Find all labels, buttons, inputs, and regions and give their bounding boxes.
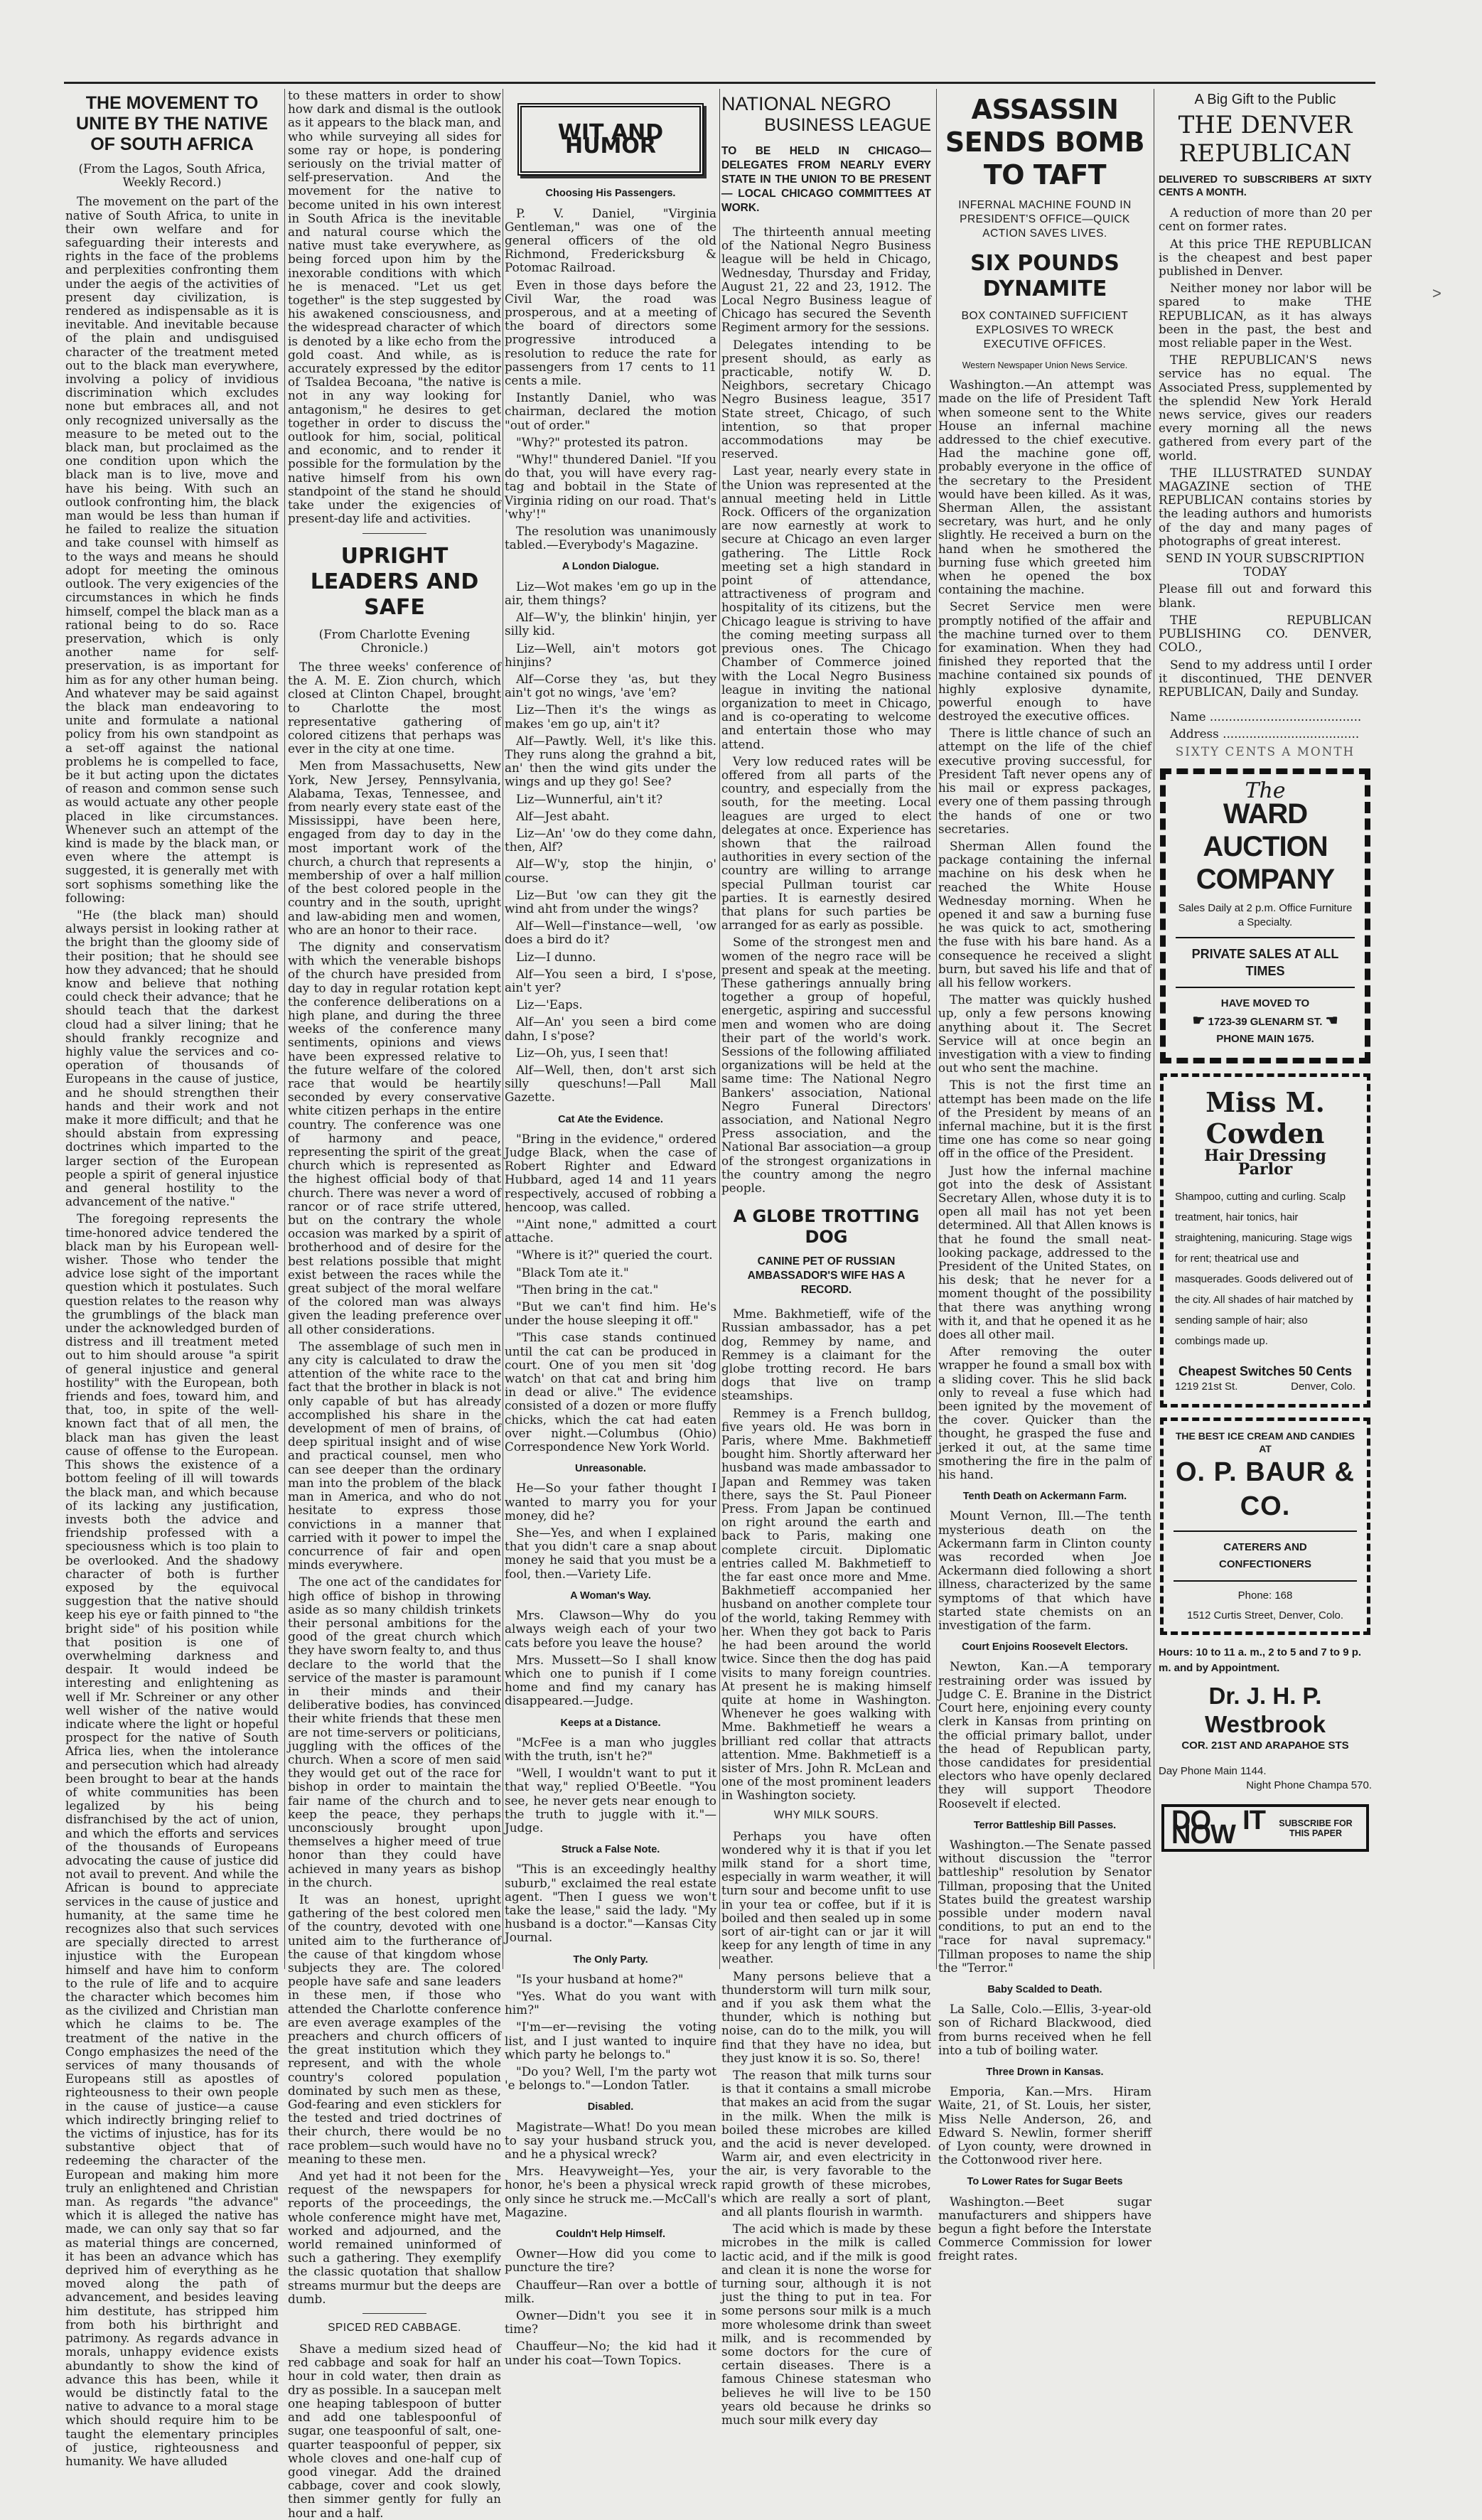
- article-paragraph: Emporia, Kan.—Mrs. Hiram Waite, 21, of St. Louis, her sister, Miss Nelle Anderson, 26, and Edward S. Newlin, former sheriff of Lyon county, were drowned in the Cottonwood river here.: [938, 2084, 1151, 2167]
- article-paragraph: The foregoing represents the time-honored advice tendered the black man by his European well-wisher. Those who tender the advice lose sight of the important question which it postulates. Such question relates to the reason why the grumblings of the black man under the acknowledged burden of distress and ill treatment meted out to him should arouse "a spirit of general injustice and general hostility" with the European, both friends and foes, toward him, and that, too, in spite of the well-known fact that of all men, the black man has given the least cause of offense to the European. This shows the existence of a bottom feeling of ill will towards the black man, and which because of its lacking any justification, invests both the advice and friendship professed with a speciousness which is too plain to be overlooked. And the shadowy character of both is further exposed by the equivocal suggestion that the native should keep his eye or faith pinned to "the bright side" of his position while that position is one of overwhelming darkness and despair. It would indeed be interesting and enlightening as well if Mr. Schreiner or any other well wisher of the native would indicate where the light or hopeful prospect for the native of South Africa lies, when the intolerance and persecution which had already been brought to bear at the hands of white communities has been legalized by his being disfranchised by the act of union, and which the efforts and services of the thousands of Europeans advocating the cause of justice did not avail to prevent. And while the African is bound to appreciate services in the cause of justice and humanity, at the same time he recognizes also that such services are specially directed to arrest injustice with the European himself and have him to conform to the rule of life and to acquire the character which becomes him as the civilized and Christian man which he claims to be. The treatment of the native in the Congo emphasizes the need of the services of many thousands of Europeans still as apostles of righteousness to their own people in the cause of justice—a cause which indirectly bringing relief to the victims of injustice, has for its substantive object that of redeeming the character of the European and making him more truly an enlightened and Christian man. As regards "the advance" which it is alleged the native has made, we can only say that so far as material things are concerned, it has been an advance which has deprived him of everything as he moved along the path of advancement, and besides leaving him destitute, has stripped him from both his birthright and patrimony. As regards advance in morals, unhappy evidence exists abundantly to show the kind of advance this has been, while it would be distinctly fatal to the native to advance to a moral stage which should require him to be taught the elementary principles of justice, righteousness and humanity. We have alluded: [65, 1211, 279, 2468]
- cowden-address-line: [1175, 1380, 1355, 1394]
- baur-caterers: CATERERS AND: [1223, 1541, 1307, 1554]
- joke-paragraph: Chauffeur—No; the kid had it under his coat—Town Topics.: [505, 2339, 716, 2367]
- article-paragraph: It was an honest, upright gathering of the best colored men of the country, devoted with one united aim to the furtherance of the cause of that kingdom whose subjects they are. The colored people have safe and sane leaders in these men, if those who attended the Charlotte conference are even average examples of the preachers and church officers of the great institution which they represent, and with the whole country's colored population dominated by such men as these, God-fearing and even sticklers for the tested and tried doctrines of their church, there would be no race problem—such would have no meaning to these men.: [288, 1892, 501, 2166]
- joke-paragraph: Alf—An' you seen a bird come dahn, I s'pose?: [505, 1014, 716, 1043]
- article-paragraph: "He (the black man) should always persist in looking rather at the bright than the gloomy side of their position; that he should see how they advanced; that he should know and believe that nothing could check their advance; that he should teach that the darkest cloud had a silver lining; that he should frankly recognize and highly value the services and co-operation of thousands of Europeans in the cause of justice, and he should strengthen their hands and their work and not make it more difficult; and that he should abstain from expressing doctrines which imparted to the larger section of the European people a spirit of general injustice and general hostility to the advancement of the native.": [65, 907, 279, 1209]
- article-paragraph: The thirteenth annual meeting of the National Negro Business league will be held in Chicago, Wednesday, Thursday and Friday, August 21, 22 and 23, 1912. The Local Negro Business league of Chicago has secured the Seventh Regiment armory for the sessions.: [721, 225, 931, 335]
- name-label: Name: [1170, 709, 1206, 724]
- ward-private-sales: PRIVATE SALES AT ALL TIMES: [1191, 946, 1339, 978]
- article-deck: CANINE PET OF RUSSIAN AMBASSADOR'S WIFE HAS A RECORD.: [747, 1255, 906, 1297]
- news-brief-heading: Terror Battleship Bill Passes.: [973, 1819, 1117, 1831]
- article-paragraph: The reason that milk turns sour is that it contains a small microbe that makes an acid from the sugar in the milk. When the milk is boiled these microbes are killed and the acid is never developed. Warm air, and even electricity in the air, is very favorable to the rapid growth of these microbes, which are really a sort of plant, and all plants flourish in warmth.: [721, 2067, 931, 2219]
- address-label: Address: [1170, 726, 1219, 741]
- joke-paragraph: Alf—W'y, stop the hinjin, o' course.: [505, 857, 716, 885]
- joke-paragraph: "Bring in the evidence," ordered Judge Black, when the case of Robert Righter and Edward Hubbard, aged 14 and 11 years respectively, accused of robbing a hencoop, was called.: [505, 1131, 716, 1214]
- article-deck: TO BE HELD IN CHICAGO—DELEGATES FROM NEARLY EVERY STATE IN THE UNION TO BE PRESENT — LOCAL CHICAGO COMMITTEES AT WORK.: [721, 145, 931, 214]
- headline-line-1: NATIONAL NEGRO: [721, 93, 891, 114]
- cowden-address: 1219 21st St.: [1175, 1380, 1238, 1393]
- joke-paragraph: "Yes. What do you want with him?": [505, 1988, 716, 2017]
- joke-heading: The Only Party.: [573, 1953, 648, 1966]
- article-paragraph: Many persons believe that a thunderstorm will turn milk sour, and if you ask them what the thunder, which is nothing but noise, can do to the milk, you will find that they have no idea, but they just know it is so. So, there!: [721, 1968, 931, 2065]
- wit-and-humor-title: WIT AND HUMOR: [517, 103, 704, 176]
- joke-heading: Couldn't Help Himself.: [555, 2229, 666, 2241]
- headline-unite-native: THE MOVEMENT TO UNITE BY THE NATIVE OF SOUTH AFRICA: [76, 93, 268, 154]
- column-1: [65, 89, 279, 2468]
- joke-heading: Disabled.: [587, 2101, 634, 2113]
- article-paragraph: Very low reduced rates will be offered from all parts of the country, and especially from the south, for the meeting. Local leagues are urged to elect delegates at once. Experience has shown that the railroad authorities in every section of the country are willing to arrange special Pullman tourist car parties. It is earnestly desired that plans for such parties be arranged for as early as possible.: [721, 754, 931, 933]
- column-divider: [936, 89, 937, 1969]
- joke-heading: Cat Ate the Evidence.: [558, 1113, 663, 1125]
- article-paragraph: Remmey is a French bulldog, five years old. He was born in Paris, where Mme. Bakhmetieff bought him. Shortly afterward her husband was made ambassador to Japan and Remmey was taken there, says the St. Paul Pioneer Press. From Japan be continued on right around the earth and back to Paris, making one complete circuit. Diplomatic entries called M. Bakhmetieff to the far east once more and Mme. Bakhmetieff accompanied her husband on another complete tour of the world, taking Remmey with her. When they got back to Paris he had been around the world twice. Since then the dog has paid visits to many foreign countries. At present he is making himself quite at home in Washington. Whenever he goes walking with Mme. Bakhmetieff he wears a brilliant red collar that attracts attention. Mme. Bakhmetieff is a sister of Mrs. John R. McLean and one of the most prominent leaders in Washington society.: [721, 1405, 931, 1803]
- denver-republican-title-1: THE DENVER: [1178, 111, 1353, 140]
- joke-paragraph: Magistrate—What! Do you mean to say your husband struck you, and he a physical wreck?: [505, 2119, 716, 2161]
- cowden-switches: Cheapest Switches 50 Cents: [1178, 1364, 1353, 1379]
- article-paragraph: Just how the infernal machine got into the desk of Assistant Secretary Allen, whose duty it is to open all mail has not yet been determined. All that Allen knows is that he found the small neat-looking package, addressed to the President of the United States, on his desk; that he never for a moment thought of the possibility that there was anything wrong with it, and that he opened it as he does all other mail.: [938, 1163, 1151, 1342]
- headline-why-milk-sours: WHY MILK SOURS.: [773, 1808, 879, 1821]
- ward-name-2: COMPANY: [1196, 863, 1335, 895]
- divider: [1174, 1580, 1357, 1582]
- news-brief-heading: Tenth Death on Ackermann Farm.: [962, 1491, 1127, 1503]
- joke-heading: Choosing His Passengers.: [545, 188, 676, 200]
- article-paragraph: La Salle, Colo.—Ellis, 3-year-old son of Richard Blackwood, died from burns received when he fell into a tub of boiling water.: [938, 2002, 1151, 2057]
- headline-globe-trotting-dog: A GLOBE TROTTING DOG: [733, 1206, 920, 1248]
- column-2: [288, 88, 501, 2520]
- divider: [1176, 987, 1355, 988]
- article-paragraph: Washington.—The Senate passed without discussion the "terror battleship" resolution by Senator Tillman, proposing that the United States build the greatest warship possible under modern naval conditions, to put an end to the "race for naval supremacy." Tillman proposes to name the ship the "Terror.": [938, 1837, 1151, 1975]
- joke-paragraph: "Well, I wouldn't want to put it that way," replied O'Beetle. "You see, he never gets near enough to the truth to juggle with it."—Judge.: [505, 1766, 716, 1835]
- article-paragraph: Some of the strongest men and women of the negro race will be present and speak at the meeting. These gatherings annually bring together a group of hopeful, energetic, aspiring and successful men and women who are doing their part of the world's work. Sessions of the following affiliated organizations will be held at the same time: The National Negro Bankers' association, National Negro Funeral Directors' association, and National Negro Press association, and the National Bar association—a group of the strongest organizations in the country among the negro people.: [721, 935, 931, 1196]
- joke-paragraph: Liz—But 'ow can they git the wind aht from under the wings?: [505, 887, 716, 916]
- joke-heading: A Woman's Way.: [570, 1589, 651, 1602]
- joke-paragraph: "'Aint none," admitted a court attache.: [505, 1217, 716, 1245]
- article-paragraph: After removing the outer wrapper he found a small box with a sliding cover. This he slid back only to reveal a fuse which had been ignited by the movement of the cover. Quicker than the thought, he grasped the fuse and jerked it out, at the same time smothering the fire in the palm of his hand.: [938, 1344, 1151, 1482]
- cowden-city: Denver, Colo.: [1291, 1380, 1355, 1393]
- pointing-hand-left-icon: ☛: [1192, 1012, 1206, 1029]
- subscribe-text: SUBSCRIBE FOR THIS PAPER: [1279, 1818, 1353, 1838]
- pointing-hand-right-icon: ☚: [1325, 1012, 1338, 1029]
- top-rule: [64, 82, 1375, 84]
- article-paragraph: The three weeks' conference of the A. M. E. Zion church, which closed at Clinton Chapel, brought to Charlotte the most representative gathering of colored citizens that perhaps was ever in the city at one time.: [288, 659, 501, 756]
- headline-spiced-cabbage: SPICED RED CABBAGE.: [328, 2322, 461, 2334]
- column-divider: [284, 89, 285, 1969]
- article-paragraph: Sherman Allen found the package containing the infernal machine on his desk when he reached the White House Wednesday morning. When he opened it and saw a burning fuse he was quick to act, smothering the fuse with his bare hand. As a consequence he received a slight burn, but saved his life and that of all his fellow workers.: [938, 838, 1151, 990]
- joke-paragraph: Mrs. Clawson—Why do you always weigh each of your two cats before you leave the house?: [505, 1608, 716, 1650]
- ad-paragraph: THE REPUBLICAN'S news service has no equal. The Associated Press, supplemented by the splendid New York Herald news service, gives our readers every morning all the news gathered from every part of the world.: [1159, 353, 1372, 463]
- cowden-name: Miss M. Cowden: [1206, 1085, 1325, 1149]
- joke-paragraph: Liz—Wunnerful, ain't it?: [516, 791, 663, 806]
- joke-paragraph: Liz—An' 'ow do they come dahn, then, Alf?: [505, 825, 716, 854]
- baur-confectioners: CONFECTIONERS: [1218, 1558, 1311, 1571]
- ad-gift-heading: A Big Gift to the Public: [1194, 92, 1336, 107]
- ad-paragraph: At this price THE REPUBLICAN is the cheapest and best paper published in Denver.: [1159, 236, 1372, 279]
- ad-paragraph: THE ILLUSTRATED SUNDAY MAGAZINE section of THE REPUBLICAN contains stories by the leading authors and humorists of the day and many pages of photographs of great interest.: [1159, 465, 1372, 548]
- news-brief-heading: Three Drown in Kansas.: [986, 2066, 1104, 2078]
- joke-paragraph: "This is an exceedingly healthy suburb," exclaimed the real estate agent. "Then I guess we won't take the lease," said the lady. "My husband is a doctor."—Kansas City Journal.: [505, 1862, 716, 1945]
- delivery-price: DELIVERED TO SUBSCRIBERS AT SIXTY CENTS A MONTH.: [1159, 174, 1372, 199]
- ward-auction-ad: [1160, 768, 1370, 1063]
- column-divider: [719, 89, 720, 1969]
- joke-paragraph: Mrs. Heavyweight—Yes, your honor, he's been a physical wreck only since he struck me.—McCall's Magazine.: [505, 2164, 716, 2219]
- westbrook-day-phone: Day Phone Main 1144.: [1159, 1765, 1267, 1778]
- joke-paragraph: "Why?" protested its patron.: [516, 434, 689, 449]
- joke-paragraph: Owner—How did you come to puncture the tire?: [505, 2246, 716, 2275]
- do-it-now-text: DO IT NOW: [1171, 1806, 1265, 1850]
- joke-paragraph: Alf—Well—f'instance—well, 'ow does a bird do it?: [505, 918, 716, 947]
- baur-ad: [1160, 1417, 1370, 1635]
- article-paragraph: The matter was quickly hushed up, only a few persons knowing anything about it. The Secret Service will at once begin an investigation with a view to finding out who sent the machine.: [938, 992, 1151, 1076]
- joke-heading: Struck a False Note.: [561, 1844, 660, 1856]
- joke-paragraph: "Do you? Well, I'm the party wot 'e belongs to."—London Tatler.: [505, 2064, 716, 2093]
- article-paragraph: The assemblage of such men in any city is calculated to draw the attention of the white race to the fact that the brother in black is not only capable of but has already accomplished his share in the development of men of brains, of deep spiritual insight and of wise and practical counsel, men who can see deeper than the ordinary man into the problem of the black man in America, and who do not hesitate to express those convictions in a manner that carried with it power to impel the concurrence of fair and open minds everywhere.: [288, 1339, 501, 1572]
- news-brief-heading: To Lower Rates for Sugar Beets: [967, 2176, 1123, 2188]
- joke-paragraph: "Is your husband at home?": [516, 1971, 684, 1986]
- ward-the: The: [1245, 778, 1286, 803]
- ad-paragraph: A reduction of more than 20 per cent on former rates.: [1159, 205, 1372, 234]
- ward-phone: PHONE MAIN 1675.: [1216, 1032, 1314, 1045]
- divider: [1176, 937, 1355, 938]
- cowden-ad: [1160, 1073, 1370, 1408]
- joke-paragraph: "Why!" thundered Daniel. "If you do that, you will have every rag-tag and bobtail in the State of Virginia riding on our road. That's 'why'!": [505, 452, 716, 521]
- baur-tagline: THE BEST ICE CREAM AND CANDIES AT: [1175, 1430, 1355, 1455]
- headline-assassin-bomb: ASSASSIN SENDS BOMB TO TAFT: [945, 94, 1145, 191]
- joke-paragraph: He—So your father thought I wanted to marry you for your money, did he?: [505, 1481, 716, 1523]
- joke-paragraph: She—Yes, and when I explained that you didn't care a snap about money he said that you must be a fool, then.—Variety Life.: [505, 1526, 716, 1581]
- joke-paragraph: Chauffeur—Ran over a bottle of milk.: [505, 2277, 716, 2305]
- divider: [363, 533, 426, 534]
- ad-paragraph: Neither money nor labor will be spared to make THE REPUBLICAN, as it has always been in the past, the best and most reliable paper in the West.: [1159, 281, 1372, 350]
- joke-paragraph: P. V. Daniel, "Virginia Gentleman," was one of the general officers of the old Richmond, Fredericksburg & Potomac Railroad.: [505, 205, 716, 275]
- article-paragraph: The one act of the candidates for high office of bishop in throwing aside as so many childish trinkets their personal ambitions for the good of the great church which they have sworn fealty to, and thus declare to the world that the service of the master is paramount in their minds and their deliberative bodies, has convinced their white friends that these men are not time-servers or politicians, juggling with the offices of the church. When a score of men said they would get out of the race for bishop in order to maintain the fair name of the church and to keep the peace, they perhaps unconsciously brought upon themselves a higher meed of true honor than they could have achieved in many years as bishop in the church.: [288, 1575, 501, 1889]
- joke-paragraph: Liz—I dunno.: [516, 949, 596, 964]
- westbrook-name: Dr. J. H. P. Westbrook: [1205, 1683, 1326, 1738]
- joke-paragraph: Alf—W'y, the blinkin' hinjin, yer silly kid.: [505, 610, 716, 638]
- dateline: (From the Lagos, South Africa, Weekly Record.): [78, 161, 266, 190]
- article-paragraph: Shave a medium sized head of red cabbage and soak for half an hour in cold water, then drain as dry as possible. In a saucepan melt one heaping tablespoon of butter and add one tablespoonful of sugar, one teaspoonful of salt, one-quarter teaspoonful of pepper, six whole cloves and one-half cup of good vinegar. Add the drained cabbage, cover and cook slowly, then simmer gently for fully an hour and a half.: [288, 2342, 501, 2520]
- article-paragraph: Delegates intending to be present should, as early as practicable, notify W. D. Neighbors, secretary Chicago Negro Business league, 3517 State street, Chicago, of such intention, so that proper accommodations may be reserved.: [721, 337, 931, 461]
- joke-paragraph: Alf—Well, then, don't arst sich silly queschuns!—Pall Mall Gazette.: [505, 1062, 716, 1105]
- joke-paragraph: Mrs. Mussett—So I shall know which one to punish if I come home and find my canary has disappeared.—Judge.: [505, 1652, 716, 1708]
- article-paragraph: Mme. Bakhmetieff, wife of the Russian ambassador, has a pet dog, Remmey by name, and Remmey is a claimant for the globe trotting record. He bars dogs that live on tramp steamships.: [721, 1307, 931, 1403]
- article-paragraph: The acid which is made by these microbes in the milk is called lactic acid, and if the milk is good and clean it is none the worse for turning sour, although it is not just the thing to put in tea. For some persons sour milk is a much more wholesome drink than sweet milk, and is recommended by some doctors for the cure of certain diseases. There is a famous Chinese statesman who believes he will live to be 150 years old because he drinks so much sour milk every day: [721, 2221, 931, 2428]
- page-edge-mark: >: [1432, 284, 1441, 302]
- joke-paragraph: Alf—You seen a bird, I s'pose, ain't yer?: [505, 966, 716, 994]
- article-paragraph: Last year, nearly every state in the Union was represented at the annual meeting held in Little Rock. Officers of the organization are now earnestly at work to secure at Chicago an even larger gathering. The Little Rock meeting set a high standard in point of attendance, attractiveness of program and hospitality of its citizens, but the Chicago league is striving to have the coming meeting surpass all previous ones. The Chicago Chamber of Commerce joined with the Local Negro Business league in inviting the national organization to meet in Chicago, and is co-operating to welcome and entertain those who may attend.: [721, 463, 931, 751]
- baur-address: 1512 Curtis Street, Denver, Colo.: [1186, 1609, 1344, 1622]
- joke-paragraph: Liz—Well, ain't motors got hinjins?: [505, 640, 716, 669]
- news-brief-heading: Baby Scalded to Death.: [987, 1983, 1102, 1995]
- article-paragraph: Perhaps you have often wondered why it is that if you let milk stand for a short time, especially in warm weather, it will turn sour and become unfit to use in your tea or coffee, but if it is boiled and then sealed up in some sort of air-tight can or jar it will keep for any length of time in any weather.: [721, 1828, 931, 1966]
- ward-address: 1723-39 GLENARM ST.: [1208, 1015, 1323, 1028]
- article-paragraph: Men from Massachusetts, New York, New Jersey, Pennsylvania, Alabama, Texas, Tennessee, and from nearly every state east of the Mississippi, have been here, engaged from day to day in the most important work of the church, a church that represents a membership of over a half million of the best colored people in the country and in the south, upright and law-abiding men and women, who are an honor to their race.: [288, 758, 501, 937]
- joke-paragraph: Owner—Didn't you see it in time?: [505, 2308, 716, 2337]
- article-paragraph: There is little chance of such an attempt on the life of the chief executive proving successful, for President Taft never opens any of his mail or express packages, every one of them passing through the hands of one or two secretaries.: [938, 726, 1151, 836]
- joke-heading: Unreasonable.: [575, 1463, 646, 1475]
- ad-paragraph: THE REPUBLICAN PUBLISHING CO. DENVER, COLO.,: [1159, 612, 1372, 655]
- joke-paragraph: Even in those days before the Civil War, the road was prosperous, and at a meeting of the board of directors some progressive introduced a resolution to reduce the rate for passengers from 17 cents to 11 cents a mile.: [505, 277, 716, 388]
- article-paragraph: Washington.—An attempt was made on the life of President Taft when someone sent to the White House an infernal machine addressed to the chief executive. Had the machine gone off, probably everyone in the office of the secretary to the President would have been killed. As it was, Sherman Allen, the assistant secretary, was hurt, and he only slightly. He received a burn on the hand when he smothered the burning fuse which greeted him when he opened the box containing the machine.: [938, 377, 1151, 597]
- joke-paragraph: "Black Tom ate it.": [516, 1265, 629, 1280]
- denver-republican-title-2: REPUBLICAN: [1178, 139, 1352, 168]
- article-paragraph: Washington.—Beet sugar manufacturers and shippers have begun a fight before the Interstate Commerce Commission for lower freight rates.: [938, 2194, 1151, 2263]
- subscription-name-field[interactable]: Name ........................................: [1170, 709, 1362, 724]
- cowden-services: Shampoo, cutting and curling. Scalp treatment, hair tonics, hair straightening, manicuring. Stage wigs for rent; theatrical use and masquerades. Goods delivered out of the city. All shades of hair matched by sending sample of hair; also combings made up.: [1175, 1191, 1353, 1348]
- joke-heading: Keeps at a Distance.: [560, 1717, 661, 1729]
- article-paragraph: The movement on the part of the native of South Africa, to unite in their own welfare and for safeguarding their interests and rights in the face of the problems and perplexities confronting them under the aegis of the activities of present day civilization, is rendered as indispensable as it is inevitable. And inevitable because of the plain and undisguised character of the treatment meted out to the black man everywhere, involving a policy of invidious discrimination which excludes none but embraces all, and not only recognized universally as the measure to be meted out to the black man, but proclaimed as the one condition upon which the black man is to live, move and have his being. With such an outlook confronting him, the black man would be less than human if he failed to realize the situation and take counsel with himself as to the ways and means he should adopt for meeting the ominous outlook. The very exigencies of the circumstances in which he finds himself, compel the black man as a rational being to do so. Race preservation, which is only another name for self-preservation, is as important for him as for any other human being. And whatever may be said against the black man endeavoring to unite and formulate a national policy from his own standpoint as a set-off against the national problems he is compelled to face, be it but acting upon the dictates of reason and common sense such as would actuate any other people placed in like circumstances. Whenever such an attempt of the kind is made by the black man, or even where the attempt is suggested, it is generally met with sort sophisms something like the following:: [65, 194, 279, 905]
- joke-paragraph: Alf—Jest abaht.: [516, 808, 610, 823]
- divider: [1174, 1530, 1357, 1532]
- joke-paragraph: "McFee is a man who juggles with the truth, isn't he?": [505, 1734, 716, 1763]
- article-paragraph: Newton, Kan.—A temporary restraining order was issued by Judge C. E. Branine in the District Court here, enjoining every county clerk in Kansas from printing on the official primary ballot, under the head of Republican party, those candidates for presidential electors who have openly declared they will support Theodore Roosevelt if elected.: [938, 1659, 1151, 1811]
- baur-name: O. P. BAUR & CO.: [1175, 1457, 1355, 1522]
- joke-paragraph: Alf—Pawtly. Well, it's like this. They runs along the grahnd a bit, an' then the wind gits under the wings and up they go! See?: [505, 733, 716, 789]
- joke-paragraph: "This case stands continued until the cat can be produced in court. One of you men sit 'dog watch' on that cat and bring him in dead or alive." The evidence consisted of a dozen or more fluffy chicks, which the cat had eaten over night.—Columbus (Ohio) Correspondence New York World.: [505, 1330, 716, 1454]
- joke-paragraph: Liz—'Eaps.: [516, 997, 583, 1012]
- column-6-advertisements: [1159, 89, 1372, 1969]
- headline-six-pounds-dynamite: SIX POUNDS DYNAMITE: [970, 251, 1119, 301]
- ward-address-line: [1176, 1012, 1355, 1031]
- ward-name-1: WARD AUCTION: [1203, 798, 1328, 862]
- joke-paragraph: "Then bring in the cat.": [516, 1282, 659, 1297]
- joke-paragraph: Liz—Oh, yus, I seen that!: [516, 1045, 669, 1060]
- ad-paragraph: Send to my address until I order it discontinued, THE DENVER REPUBLICAN, Daily and Sunday.: [1159, 657, 1372, 699]
- headline-negro-business-league: [721, 93, 931, 136]
- westbrook-hours: Hours: 10 to 11 a. m., 2 to 5 and 7 to 9 p. m. and by Appointment.: [1159, 1646, 1362, 1675]
- headline-upright-leaders: UPRIGHT LEADERS AND SAFE: [310, 543, 479, 620]
- joke-paragraph: Instantly Daniel, who was chairman, declared the motion "out of order.": [505, 390, 716, 432]
- baur-phone: Phone: 168: [1237, 1589, 1293, 1602]
- article-paragraph: to these matters in order to show how dark and dismal is the outlook as it appears to the black man, and who while surveying all sides for some ray or hope, is pondering seriously on the trivial matter of self-preservation. And the movement for the native to become united in his own interest in South Africa is the inevitable and natural course which the native must take everywhere, as being forced upon him by the inexorable conditions with which he is menaced. "Let us get together" is the step suggested by his awakened consciousness, and the widespread character of which is denoted by a like echo from the gold coast. And while, as is accurately expressed by the editor of Tsaldea Becoana, "the native is not in any way looking for antagonism," he desires to get together in order to discuss the outlook for him, social, political and economic, and to render it possible for the formulation by the native himself from his own standpoint of the stand he should take under the exigencies of present-day life and activities.: [288, 88, 501, 526]
- cowden-subtitle: Hair Dressing Parlor: [1204, 1146, 1326, 1179]
- ad-paragraph: Please fill out and forward this blank.: [1159, 581, 1372, 610]
- joke-paragraph: Liz—Wot makes 'em go up in the air, them things?: [505, 579, 716, 607]
- westbrook-night-phone: Night Phone Champa 570.: [1246, 1779, 1372, 1792]
- joke-heading: A London Dialogue.: [562, 561, 660, 573]
- article-deck: INFERNAL MACHINE FOUND IN PRESIDENT'S OFFICE—QUICK ACTION SAVES LIVES.: [958, 199, 1132, 240]
- news-service-credit: Western Newspaper Union News Service.: [962, 360, 1128, 370]
- dateline: (From Charlotte Evening Chronicle.): [318, 626, 471, 655]
- article-paragraph: Mount Vernon, Ill.—The tenth mysterious death on the Ackermann farm in Clinton county was recorded when Joe Ackermann died following a short illness, characterized by the same symptoms of that which have started state chemists on an investigation of the farm.: [938, 1508, 1151, 1633]
- joke-paragraph: Liz—Then it's the wings as makes 'em go up, ain't it?: [505, 702, 716, 731]
- joke-paragraph: "Where is it?" queried the court.: [516, 1248, 713, 1262]
- article-paragraph: This is not the first time an attempt has been made on the life of the President by means of an infernal machine, but it is the first time one has come so near going off in the office of the President.: [938, 1078, 1151, 1161]
- headline-line-2: BUSINESS LEAGUE: [764, 115, 931, 135]
- westbrook-address: COR. 21ST AND ARAPAHOE STS: [1181, 1739, 1349, 1752]
- ad-paragraph: SEND IN YOUR SUBSCRIPTION TODAY: [1166, 551, 1365, 579]
- column-3: [505, 89, 716, 2367]
- ward-moved: HAVE MOVED TO: [1220, 997, 1310, 1009]
- column-4: [721, 89, 931, 2428]
- news-brief-heading: Court Enjoins Roosevelt Electors.: [962, 1641, 1128, 1653]
- article-paragraph: And yet had it not been for the request of the newspapers for reports of the proceedings, the whole conference might have met, worked and adjourned, and the world remained uninformed of such a gathering. They exemplify the classic quotation that shallow streams murmur but the deeps are dumb.: [288, 2169, 501, 2306]
- column-5: [938, 89, 1151, 2263]
- joke-paragraph: Alf—Corse they 'as, but they ain't got no wings, 'ave 'em?: [505, 671, 716, 700]
- ward-sales: Sales Daily at 2 p.m. Office Furniture a Specialty.: [1178, 901, 1353, 928]
- divider: [363, 2313, 426, 2314]
- subscription-address-field[interactable]: Address ....................................: [1170, 726, 1360, 741]
- joke-paragraph: "But we can't find him. He's under the house sleeping it off.": [505, 1299, 716, 1328]
- do-it-now-ad: [1161, 1804, 1369, 1851]
- article-paragraph: Secret Service men were promptly notified of the affair and the machine turned over to them for examination. When they had finished they reported that the machine contained six pounds of highly explosive dynamite, powerful enough to have destroyed the executive offices.: [938, 599, 1151, 724]
- article-paragraph: The dignity and conservatism with which the venerable bishops of the church have presided from day to day in regular rotation kept the conference deliberations on a high plane, and during the three weeks of the conference many sentiments, opinions and views have been expressed relative to the future welfare of the colored race that would be heartily seconded by every conservative white citizen perhaps in the entire country. The conference was one of harmony and peace, representing the spirit of the great church which is represented as the highest official body of that church. There was never a word of rancor or of race strife uttered, but on the contrary the whole occasion was marked by a spirit of brotherhood and of desire for the best relations possible that might exist between the races while the great subject of the moral welfare of the colored man was always given the leading preference over all other considerations.: [288, 939, 501, 1336]
- joke-paragraph: "I'm—er—revising the voting list, and I just wanted to inquire which party he belongs to.": [505, 2020, 716, 2061]
- month-line: SIXTY CENTS A MONTH: [1175, 744, 1355, 758]
- article-deck: BOX CONTAINED SUFFICIENT EXPLOSIVES TO WRECK EXECUTIVE OFFICES.: [961, 310, 1129, 350]
- joke-paragraph: The resolution was unanimously tabled.—Everybody's Magazine.: [505, 524, 716, 552]
